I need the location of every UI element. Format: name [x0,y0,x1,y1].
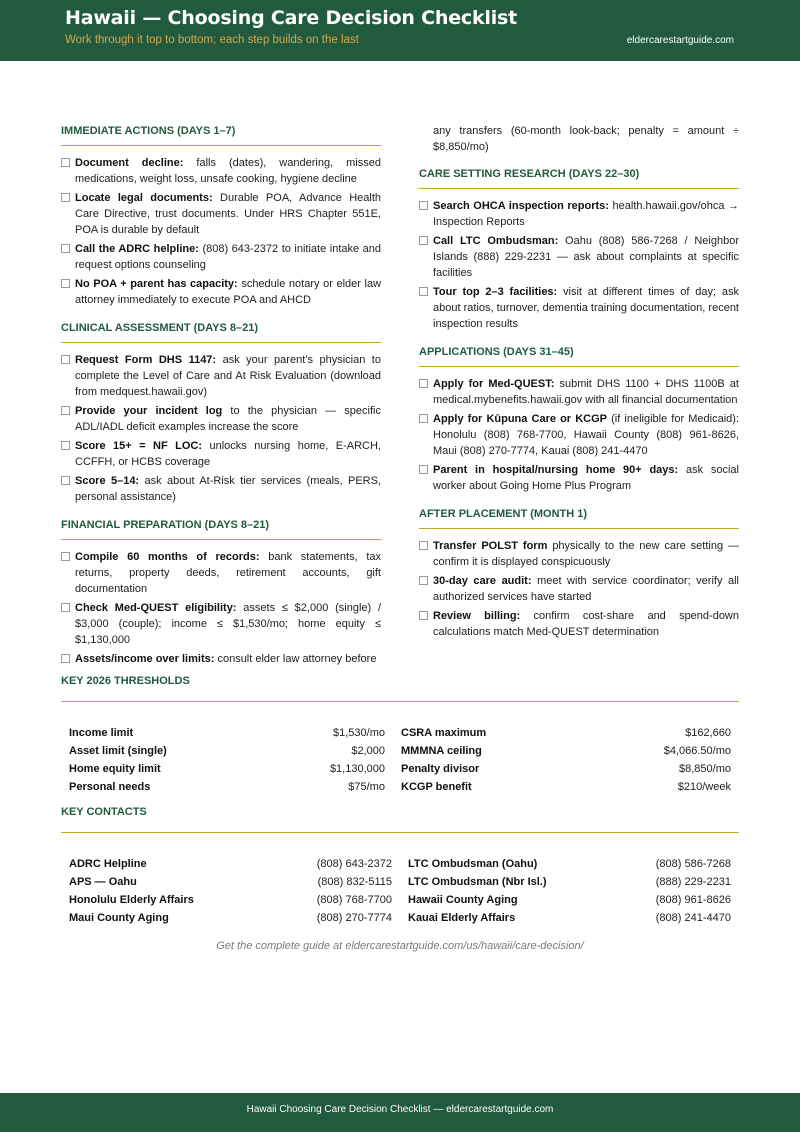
checklist-item-text [433,198,739,230]
section-title: FINANCIAL PREPARATION (DAYS 8–21) [61,519,270,531]
page-title: Hawaii — Choosing Care Decision Checklist [65,7,518,29]
checklist-item-label: Request Form DHS 1147: [75,354,217,366]
checkbox[interactable] [419,201,428,210]
checklist-item-detail: visit at different times of day; ask about ratios, turnover, dementia training documentation, recent inspection results [433,286,739,330]
checklist-item-label: Document decline: [75,157,184,169]
checklist-item-label: Parent in hospital/nursing home 90+ days: [433,464,679,476]
checklist-item-text [75,473,381,505]
table-key: LTC Ombudsman (Oahu) [408,858,538,870]
checklist-item-text [75,600,381,648]
checkbox[interactable] [419,287,428,296]
table-value: (808) 832-5115 [317,876,392,888]
table-key: Asset limit (single) [69,745,167,757]
table-row [69,760,731,778]
page-header [0,0,800,61]
checklist-item-detail: ask about At-Risk tier services (meals, PERS, personal assistance) [75,475,382,503]
section-divider [61,145,381,146]
thresholds-table [69,724,731,796]
table-row [69,724,731,742]
checklist-item-label: Apply for Kūpuna Care or KCGP [433,413,607,425]
checkbox[interactable] [419,541,428,550]
table-value: (808) 586-7268 [655,858,731,870]
checklist-item-label: Call LTC Ombudsman: [433,235,559,247]
checkbox[interactable] [61,193,70,202]
checklist-item-label: Score 5–14: [75,475,140,487]
checkbox[interactable] [61,406,70,415]
financial-continuation: any transfers (60-month look-back; penalty = amount ÷ $8,850/mo) [433,125,739,153]
checklist-item-label: Provide your incident log [75,405,223,417]
checklist-item-label: No POA + parent has capacity: [75,278,238,290]
table-row [69,855,731,873]
checklist-item-label: Review billing: [433,610,521,622]
checklist-item [61,276,381,308]
checklist-item [61,651,381,667]
checklist-item-detail: bank statements, tax returns, property deeds, retirement accounts, gift documentation [75,551,381,595]
checklist-item-detail: meet with service coordinator; verify all authorized services have started [433,575,739,603]
table-value: (808) 643-2372 [316,858,392,870]
checklist-item-text [75,155,381,187]
checklist-item-detail: ask social worker about Going Home Plus Program [433,464,739,492]
checklist-item-detail: Durable POA, Advance Health Care Directive, trust documents. Under HRS Chapter 551E, POA is durable by default [75,192,381,236]
checklist-item-detail: (808) 643-2372 to initiate intake and request options counseling [75,243,382,271]
checklist-item-detail: health.hawaii.gov/ohca → Inspection Reports [433,200,740,228]
section-title: IMMEDIATE ACTIONS (DAYS 1–7) [61,125,236,137]
checklist-item-detail: physically to the new care setting — confirm it is displayed conspicuously [433,540,739,568]
checklist-item-text [75,190,381,238]
checklist-item-label: Check Med-QUEST eligibility: [75,602,237,614]
checklist-item-text [433,376,739,408]
table-row [69,778,731,796]
checklist-item-text [433,608,739,640]
table-value: (808) 961-8626 [655,894,731,906]
checklist-item-detail: (if ineligible for Medicaid): Honolulu (808) 768-7700, Hawaii County (808) 961-8626, Maui (808) 270-7774, Kauai (808) 241-4470 [433,413,740,457]
checklist-item [61,190,381,238]
checkbox[interactable] [61,158,70,167]
table-key: LTC Ombudsman (Nbr Isl.) [408,876,547,888]
checkbox[interactable] [61,441,70,450]
checklist-item [419,573,739,605]
section-immediate [61,114,381,308]
checklist-item-label: Transfer POLST form [433,540,548,552]
checklist-item-detail: consult elder law attorney before [217,653,377,665]
footer-text: Hawaii Choosing Care Decision Checklist — eldercarestartguide.com [246,1104,554,1115]
checkbox[interactable] [419,576,428,585]
checklist-item-label: Assets/income over limits: [75,653,215,665]
table-value: (808) 768-7700 [316,894,392,906]
section-divider [419,528,739,529]
right-column [419,123,739,643]
table-value: $4,066.50/mo [663,745,731,757]
table-key: KCGP benefit [401,781,472,793]
checklist-item-text [433,284,739,332]
checklist-item [61,241,381,273]
checklist-item [61,600,381,648]
table-value: $75/mo [348,781,385,793]
checklist-item-detail: schedule notary or elder law attorney immediately to execute POA and AHCD [75,278,382,306]
checklist-item-detail: submit DHS 1100 + DHS 1100B at medical.mybenefits.hawaii.gov with all financial documentation [433,378,739,406]
checkbox[interactable] [61,603,70,612]
table-row [69,873,731,891]
checklist-item-text [75,549,381,597]
checklist-item [61,352,381,400]
checklist-item-text [433,462,739,494]
table-value: $8,850/mo [679,763,731,775]
checklist-item-detail: ask your parent’s physician to complete the Level of Care and At Risk Evaluation (download from medquest.hawaii.gov) [75,354,381,398]
guide-link-note: Get the complete guide at eldercarestartguide.com/us/hawaii/care-decision/ [216,940,584,952]
checklist-item-label: Search OHCA inspection reports: [433,200,609,212]
table-value: $2,000 [351,745,385,757]
table-key: APS — Oahu [69,876,137,888]
table-key: Kauai Elderly Affairs [408,912,516,924]
checkbox[interactable] [61,279,70,288]
checklist-item-detail: confirm cost-share and spend-down calculations match Med-QUEST determination [433,610,739,638]
section-divider [61,832,739,833]
table-value: (808) 241-4470 [655,912,731,924]
checklist-item [419,198,739,230]
checklist-item [419,233,739,281]
checklist-item-detail: unlocks nursing home, E-ARCH, CCFFH, or HCBS coverage [75,440,381,468]
checklist-item [61,155,381,187]
checklist-item [419,284,739,332]
section-financial [61,508,381,667]
section-applications [419,335,739,494]
table-value: $1,130,000 [329,763,385,775]
checklist-item-text [75,241,381,273]
checkbox[interactable] [419,465,428,474]
checklist-item-text [433,573,739,605]
checkbox[interactable] [61,355,70,364]
checklist-item-text [75,352,381,400]
checklist-item [419,462,739,494]
checklist-item [61,403,381,435]
table-value: (888) 229-2231 [655,876,731,888]
checklist-item-text [433,538,739,570]
checklist-item-text [75,651,381,667]
checkbox[interactable] [61,654,70,663]
page-footer [0,1093,800,1132]
checklist-item-label: Score 15+ = NF LOC: [75,440,203,452]
table-value: (808) 270-7774 [316,912,392,924]
checklist-item-label: Apply for Med-QUEST: [433,378,555,390]
table-key: Penalty divisor [401,763,480,775]
section-divider [419,366,739,367]
checklist-item [419,538,739,570]
page-subtitle: Work through it top to bottom; each step builds on the last [65,34,359,46]
checkbox[interactable] [419,611,428,620]
section-title: CARE SETTING RESEARCH (DAYS 22–30) [419,168,640,180]
table-key: Maui County Aging [69,912,169,924]
checkbox[interactable] [61,552,70,561]
header-site-link[interactable]: eldercarestartguide.com [626,35,734,46]
section-research [419,157,739,332]
table-value: $1,530/mo [333,727,385,739]
checklist-item-label: Locate legal documents: [75,192,213,204]
checklist-item [61,473,381,505]
checklist-item-text [75,276,381,308]
table-row [69,909,731,927]
checklist-item [61,549,381,597]
checkbox[interactable] [61,476,70,485]
table-key: Hawaii County Aging [408,894,518,906]
section-contacts [61,804,739,842]
checklist-item-label: Tour top 2–3 facilities: [433,286,558,298]
section-after [419,497,739,640]
section-divider [419,188,739,189]
table-key: ADRC Helpline [69,858,147,870]
checklist-item-detail: to the physician — specific ADL/IADL deficit examples increase the score [75,405,381,433]
section-title: KEY 2026 THRESHOLDS [61,675,190,687]
section-divider [61,539,381,540]
checklist-item-detail: Oahu (808) 586-7268 / Neighbor Islands (888) 229-2231 — ask about complaints at specific facilities [433,235,740,279]
contacts-table [69,855,731,927]
section-divider [61,701,739,702]
checklist-item-text [433,411,739,459]
checkbox[interactable] [61,244,70,253]
checklist-item [419,608,739,640]
checkbox[interactable] [419,236,428,245]
table-row [69,891,731,909]
section-thresholds [61,673,739,711]
table-row [69,742,731,760]
section-title: CLINICAL ASSESSMENT (DAYS 8–21) [61,322,259,334]
section-title: KEY CONTACTS [61,806,147,818]
section-divider [61,342,381,343]
section-title: APPLICATIONS (DAYS 31–45) [419,346,574,358]
checkbox[interactable] [419,414,428,423]
table-key: Personal needs [69,781,151,793]
checklist-item-detail: assets ≤ $2,000 (single) / $3,000 (couple); income ≤ $1,530/mo; home equity ≤ $1,130,000 [75,602,382,646]
checklist-item-text [75,438,381,470]
checklist-item-label: Call the ADRC helpline: [75,243,199,255]
left-column [61,114,381,670]
checklist-item-text [433,233,739,281]
table-value: $210/week [677,781,731,793]
table-value: $162,660 [685,727,731,739]
checklist-item-detail: falls (dates), wandering, missed medications, weight loss, unsafe cooking, hygiene decline [75,157,381,185]
table-key: Honolulu Elderly Affairs [69,894,194,906]
checkbox[interactable] [419,379,428,388]
table-key: MMMNA ceiling [401,745,482,757]
section-clinical [61,311,381,505]
table-key: Home equity limit [69,763,161,775]
table-key: Income limit [69,727,134,739]
checklist-item [419,376,739,408]
checklist-item [419,411,739,459]
checklist-item [61,438,381,470]
checklist-item-label: Compile 60 months of records: [75,551,260,563]
section-title: AFTER PLACEMENT (MONTH 1) [419,508,588,520]
checklist-item-label: 30-day care audit: [433,575,532,587]
checklist-item-text [75,403,381,435]
table-key: CSRA maximum [401,727,487,739]
